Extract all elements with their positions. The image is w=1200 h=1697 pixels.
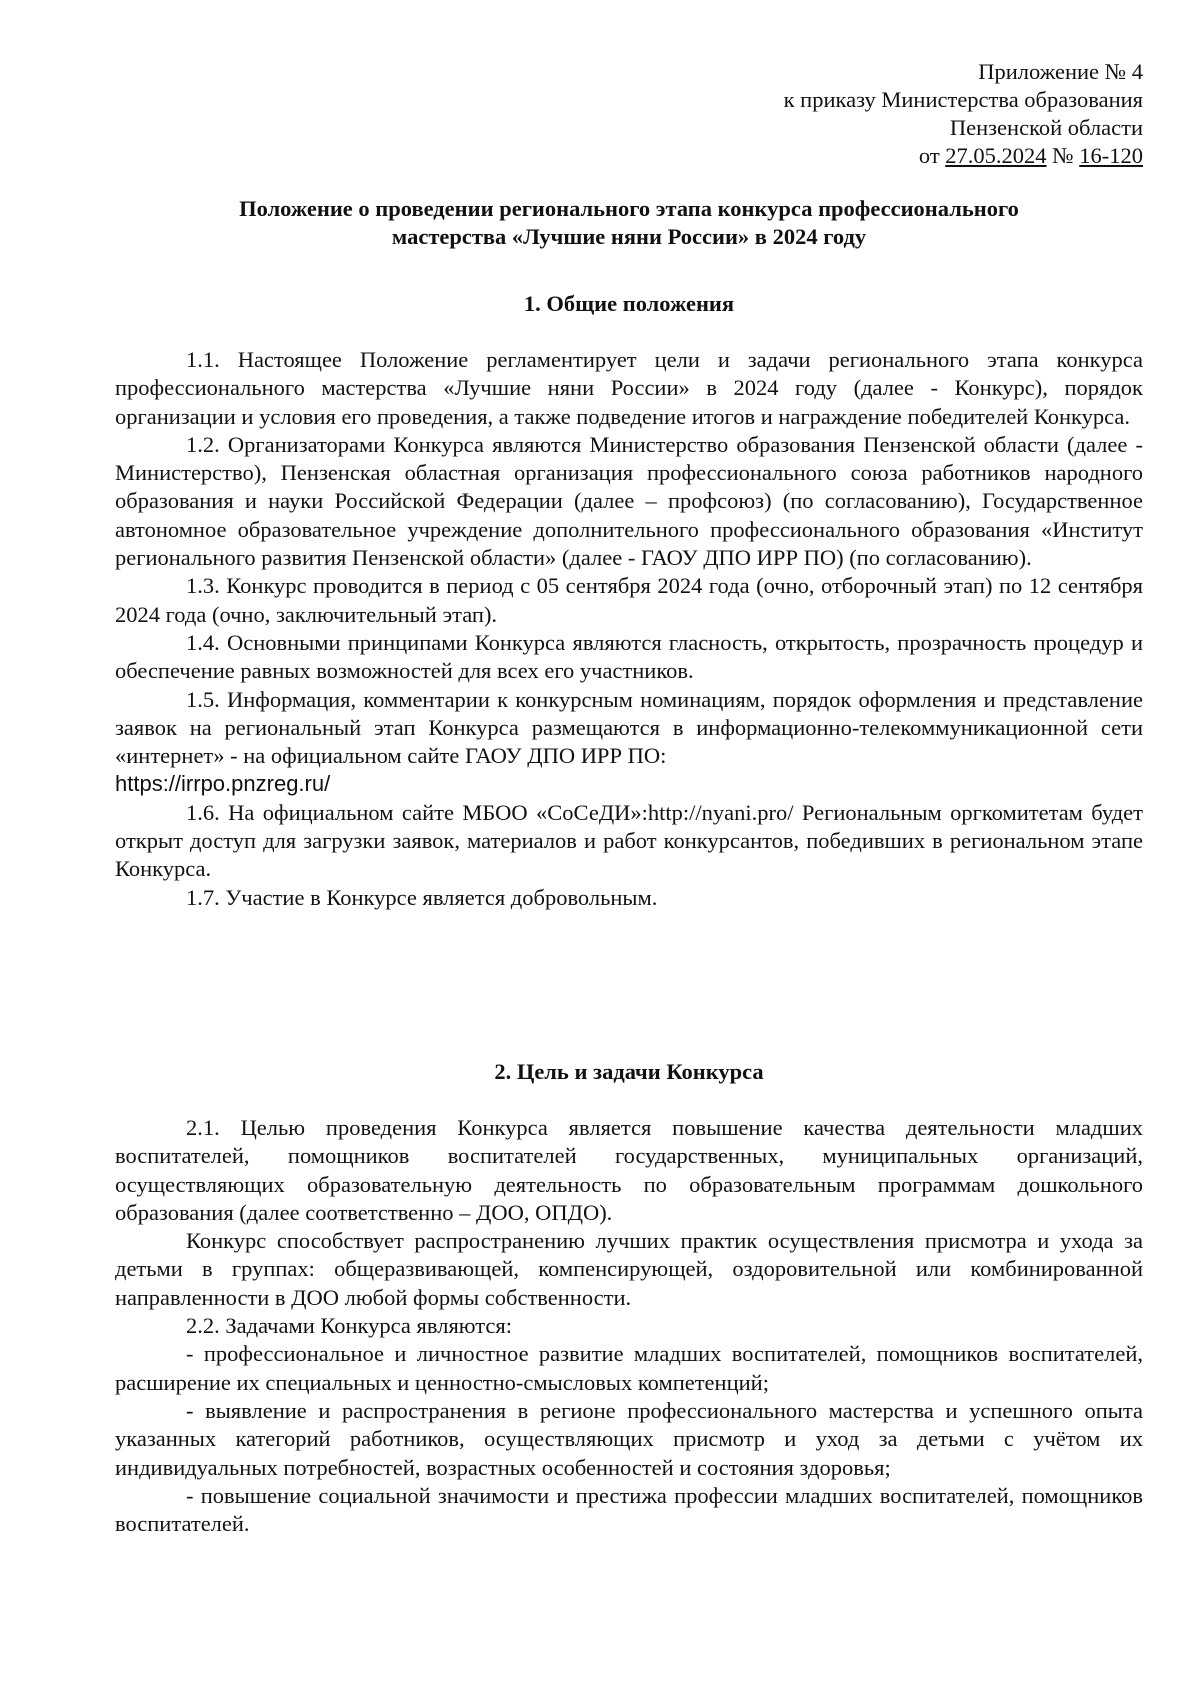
document-title xyxy=(115,195,1143,251)
order-number: 16-120 xyxy=(1079,143,1143,168)
appendix-number: Приложение № 4 xyxy=(978,59,1143,84)
order-date-line xyxy=(784,142,1143,170)
paragraph-1-6: 1.6. На официальном сайте МБОО «СоСеДИ»:http://nyani.pro/ Региональным оргкомитетам будет открыт доступ для загрузки заявок, материалов и работ конкурсантов, победивших в региональном этапе Конкурса. xyxy=(115,799,1143,882)
section-2-body xyxy=(115,1114,1143,1538)
paragraph-1-4: 1.4. Основными принципами Конкурса являются гласность, открытость, прозрачность процедур и обеспечение равных возможностей для всех его участников. xyxy=(115,629,1143,684)
paragraph-1-2: 1.2. Организаторами Конкурса являются Министерство образования Пензенской области (далее - Министерство), Пензенская областная организация профессионального союза работников народного образования и науки Российской Федерации (далее – профсоюз) (по согласованию), Государственное автономное образовательное учреждение дополнительного профессионального образования «Институт регионального развития Пензенской области» (далее - ГАОУ ДПО ИРР ПО) (по согласованию). xyxy=(115,431,1143,571)
paragraph-1-7: 1.7. Участие в Конкурсе является добровольным. xyxy=(186,884,658,910)
paragraph-2-1: 2.1. Целью проведения Конкурса является повышение качества деятельности младших воспитателей, помощников воспитателей государственных, муниципальных организаций, осуществляющих образовательную деятельность по образовательным программам дошкольного образования (далее соответственно – ДОО, ОПДО). xyxy=(115,1115,1143,1225)
order-date: 27.05.2024 xyxy=(945,143,1047,168)
task-item-2: - выявление и распространения в регионе профессионального мастерства и успешного опыта указанных категорий работников, осуществляющих присмотр и уход за детьми с учётом их индивидуальных потребностей, возрастных особенностей и состояния здоровья; xyxy=(115,1397,1143,1480)
section-1-body xyxy=(115,346,1143,912)
paragraph-2-1-continued: Конкурс способствует распространению лучших практик осуществления присмотра и ухода за детьми в группах: общеразвивающей, компенсирующей, оздоровительной или комбинированной направленности в ДОО любой формы собственности. xyxy=(115,1228,1143,1310)
number-prefix: № xyxy=(1046,143,1080,168)
paragraph-1-5: 1.5. Информация, комментарии к конкурсным номинациям, порядок оформления и представление заявок на региональный этап Конкурса размещаются в информационно-телекоммуникационной сети «интернет» - на официальном сайте ГАОУ ДПО ИРР ПО: xyxy=(115,686,1143,769)
task-item-3: - повышение социальной значимости и престижа профессии младших воспитателей, помощников воспитателей. xyxy=(115,1482,1143,1537)
paragraph-1-5-link-line xyxy=(115,770,1143,798)
date-prefix: от xyxy=(918,143,946,168)
section-1-heading: 1. Общие положения xyxy=(523,291,735,316)
institute-website-link[interactable]: https://irrpo.pnzreg.ru/ xyxy=(115,771,331,797)
region-name: Пензенской области xyxy=(949,115,1143,140)
task-item-1: - профессиональное и личностное развитие младших воспитателей, помощников воспитателей, расширение их специальных и ценностно-смысловых компетенций; xyxy=(115,1341,1143,1395)
appendix-header xyxy=(784,58,1143,170)
paragraph-2-2: 2.2. Задачами Конкурса являются: xyxy=(186,1313,512,1339)
title-line-2: мастерства «Лучшие няни России» в 2024 году xyxy=(391,224,867,249)
order-reference: к приказу Министерства образования xyxy=(783,87,1143,112)
title-line-1: Положение о проведении регионального этапа конкурса профессионального xyxy=(239,196,1019,221)
section-2-heading: 2. Цель и задачи Конкурса xyxy=(494,1059,764,1084)
paragraph-1-1: 1.1. Настоящее Положение регламентирует цели и задачи регионального этапа конкурса профессионального мастерства «Лучшие няни России» в 2024 году (далее - Конкурс), порядок организации и условия его проведения, а также подведение итогов и награждение победителей Конкурса. xyxy=(115,347,1143,429)
paragraph-1-3: 1.3. Конкурс проводится в период с 05 сентября 2024 года (очно, отборочный этап) по 12 сентября 2024 года (очно, заключительный этап). xyxy=(115,573,1143,627)
